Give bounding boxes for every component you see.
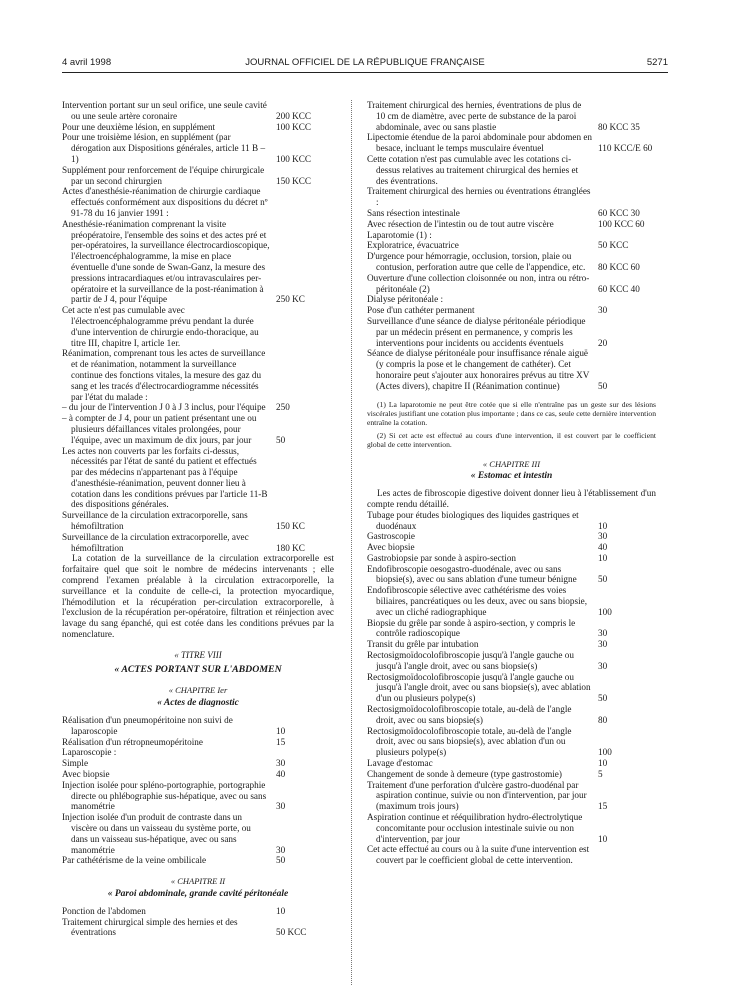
entry-text: Laparotomie (1) : (367, 229, 432, 240)
tariff-entry (367, 585, 656, 617)
entry-value: 60 KCC 40 (598, 283, 640, 294)
tariff-entry (62, 510, 334, 532)
tariff-entry (62, 413, 334, 445)
entry-text: Injection isolée pour spléno-portographie, portographie directe ou phlébographie sus-hépatique, avec ou sans manométrie (62, 779, 267, 812)
entry-value: 80 KCC 35 (598, 121, 640, 132)
entry-text: Endofibroscopie sélective avec cathétérisme des voies biliaires, pancréatiques ou les deux, avec ou sans biopsie, avec un cliché radiographique (367, 585, 587, 617)
entry-text: Rectosigmoïdocolofibroscopie totale, au-delà de l'angle droit, avec ou sans biopsie(s) (367, 704, 572, 725)
entry-value: 100 KCC (276, 121, 311, 132)
tariff-entry (62, 737, 334, 748)
tariff-entry (367, 154, 656, 186)
entry-text: Surveillance d'une séance de dialyse péritonéale périodique par un médecin présent en permanence, y compris les interventions pour incidents ou accidents éventuels (367, 315, 586, 348)
entry-value: 30 (598, 305, 608, 316)
entry-value: 15 (598, 801, 608, 812)
entry-text: Réalisation d'un rétropneumopéritoine (62, 736, 203, 747)
fibroscopie-intro: Les actes de fibroscopie digestive doivent donner lieu à l'établissement d'un compte rendu détaillé. (367, 488, 656, 509)
tariff-entry (367, 219, 656, 230)
entry-text: Lipectomie étendue de la paroi abdominale pour abdomen en besace, incluant le temps musculaire éventuel (367, 132, 593, 154)
entry-text: Anesthésie-réanimation comprenant la visite préopératoire, l'ensemble des soins et des actes pré et per-opératoires, la surveillance électrocardioscopique, l'électroencéphalogramme, la mise en place éventuelle d'une sonde de Swan-Ganz, la mesure des pressions intracardiaques et/ou intravasculaires per-opératoire et la surveillance de la post-réanimation à partir de J 4, pour l'équipe (62, 218, 270, 305)
entry-value: 50 (598, 693, 608, 704)
entry-value: 100 (598, 747, 612, 758)
entry-text: Dialyse péritonéale : (367, 294, 444, 305)
tariff-entry (62, 219, 334, 305)
tariff-entry (367, 564, 656, 586)
tariff-entry (367, 273, 656, 295)
entry-text: Rectosigmoïdocolofibroscopie jusqu'à l'angle gauche ou jusqu'à l'angle droit, avec ou sans biopsie(s), avec ablation d'un ou plusieurs polype(s) (367, 671, 591, 704)
entry-text: Endofibroscopie oesogastro-duodénale, avec ou sans biopsie(s), avec ou sans ablation d'une tumeur bénigne (367, 563, 577, 585)
entry-text: Cette cotation n'est pas cumulable avec les cotations ci-dessus relatives au traitement chirurgical des hernies et des éventrations. (367, 153, 579, 186)
tariff-entry (367, 650, 656, 672)
entry-value: 50 (598, 380, 608, 391)
right-entries-a (367, 100, 656, 392)
chapitre-2-heading: « Paroi abdominale, grande cavité péritonéale (107, 888, 289, 899)
tariff-entry (367, 726, 656, 758)
entry-text: Tubage pour études biologiques des liquides gastriques et duodénaux (367, 509, 579, 531)
tariff-entry (62, 186, 334, 218)
chapitre-3-label: « CHAPITRE III (482, 458, 541, 469)
entry-value: 100 (598, 606, 612, 617)
ecc-paragraph: La cotation de la surveillance de la circulation extracorporelle est forfaitaire quel que soit le nombre de médecins intervenants ; elle comprend l'examen préalable à la circulation extracorporelle, la surveillance et la conduite de celle-ci, la protection myocardique, l'hémodilution et la récupération per-circulation extracorporelle, à l'exclusion de la récupération per-opératoire, filtration et réinjection avec lavage du sang épanché, qui est cotée dans les conditions prévues par la nomenclature. (62, 553, 334, 640)
tariff-entry (62, 305, 334, 348)
entry-value: 100 KCC 60 (598, 218, 645, 229)
entry-value: 10 (276, 725, 286, 736)
entry-value: 30 (276, 844, 286, 855)
header-date: 4 avril 1998 (62, 57, 112, 68)
entry-text: Ponction de l'abdomen (62, 905, 146, 916)
entry-value: 30 (598, 531, 608, 542)
entry-text: Pour une troisième lésion, en supplément (par dérogation aux Dispositions générales, article 11 B – 1) (62, 132, 266, 164)
tariff-entry (367, 348, 656, 391)
entry-value: 30 (276, 758, 286, 769)
tariff-entry (367, 844, 656, 866)
tariff-entry (62, 532, 334, 554)
header-rule (62, 72, 668, 73)
tariff-entry (62, 917, 334, 939)
entry-text: Avec biopsie (367, 542, 415, 553)
entry-value: 180 KC (276, 542, 305, 553)
tariff-entry (367, 812, 656, 844)
entry-text: Traitement chirurgical simple des hernies et des éventrations (62, 916, 238, 938)
entry-text: Simple (62, 758, 89, 769)
entry-value: 50 (276, 434, 286, 445)
entry-text: Pour une deuxième lésion, en supplément (62, 121, 216, 132)
entry-text: Supplément pour renforcement de l'équipe chirurgicale par un second chirurgien (62, 164, 265, 186)
titre-label: « TITRE VIII (174, 649, 222, 660)
tariff-entry (367, 316, 656, 348)
entry-text: D'urgence pour hémorragie, occlusion, torsion, plaie ou contusion, perforation autre que celle de l'appendice, etc. (367, 251, 586, 272)
right-column (367, 100, 656, 866)
entry-value: 10 (276, 905, 286, 916)
right-entries-b (367, 510, 656, 866)
chapitre-2-label: « CHAPITRE II (170, 876, 226, 887)
tariff-entry (62, 446, 334, 511)
tariff-entry (62, 100, 334, 122)
entry-value: 50 KCC (598, 240, 629, 251)
tariff-entry (62, 906, 334, 917)
entry-text: Traitement chirurgical des hernies ou éventrations étranglées : (367, 186, 591, 208)
page-header (62, 57, 668, 71)
tariff-entry (367, 305, 656, 316)
chapitre-1-label: « CHAPITRE Ier (168, 685, 228, 696)
tariff-entry (62, 402, 334, 413)
entry-value: 250 KC (276, 294, 305, 305)
entry-text: Lavage d'estomac (367, 758, 433, 769)
entry-value: 30 (598, 660, 608, 671)
entry-text: Actes d'anesthésie-réanimation de chirurgie cardiaque effectués conformément aux dispositions du décret nº 91-78 du 16 janvier 1991 : (62, 186, 268, 218)
left-entries-a (62, 100, 334, 553)
entry-value: 30 (598, 628, 608, 639)
entry-value: 30 (276, 801, 286, 812)
entry-text: Gastrobiopsie par sonde à aspiro-section (367, 552, 517, 563)
entry-text: Par cathétérisme de la veine ombilicale (62, 855, 207, 866)
entry-value: 10 (598, 758, 608, 769)
tariff-entry (367, 186, 656, 208)
column-divider (351, 100, 352, 985)
footnote-1: (1) La laparotomie ne peut être cotée que si elle n'entraîne pas un geste sur des lésions viscérales justifiant une cotation plus importante ; dans ce cas, seule cette dernière intervention entraîne la cotation. (367, 399, 656, 427)
tariff-entry (367, 618, 656, 640)
entry-text: Transit du grêle par intubation (367, 639, 479, 650)
entry-text: Cet acte effectué au cours ou à la suite d'une intervention est couvert par le coefficient global de cette intervention. (367, 844, 590, 866)
entry-text: Traitement d'une perforation d'ulcère gastro-duodénal par aspiration continue, suivie ou non d'intervention, par jour (maximum trois jours) (367, 779, 587, 812)
entry-value: 80 KCC 60 (598, 261, 640, 272)
tariff-entry (367, 639, 656, 650)
left-column (62, 100, 334, 938)
tariff-entry (367, 251, 656, 273)
tariff-entry (62, 758, 334, 769)
entry-text: Changement de sonde à demeure (type gastrostomie) (367, 768, 562, 779)
entry-text: Avec résection de l'intestin ou de tout autre viscère (367, 218, 554, 229)
entry-value: 20 (598, 337, 608, 348)
entry-text: Rectosigmoïdocolofibroscopie jusqu'à l'angle gauche ou jusqu'à l'angle droit, avec ou sans biopsie(s) (367, 650, 574, 671)
entry-value: 50 (276, 855, 286, 866)
entry-text: Pose d'un cathéter permanent (367, 305, 475, 316)
entry-text: Traitement chirurgical des hernies, éventrations de plus de 10 cm de diamètre, avec perte de substance de la paroi abdominale, avec ou sans plastie (367, 100, 582, 132)
entry-value: 40 (276, 769, 286, 780)
entry-value: 50 (598, 574, 608, 585)
entry-value: 60 KCC 30 (598, 207, 640, 218)
entry-text: – du jour de l'intervention J 0 à J 3 inclus, pour l'équipe (62, 402, 266, 413)
entry-text: Surveillance de la circulation extracorporelle, avec hémofiltration (62, 531, 249, 553)
entry-value: 5 (598, 768, 603, 779)
entry-value: 10 (598, 833, 608, 844)
chapitre-3-heading: « Estomac et intestin (470, 471, 553, 482)
entry-text: Exploratrice, évacuatrice (367, 240, 459, 251)
titre-heading: « ACTES PORTANT SUR L'ABDOMEN (114, 663, 282, 675)
entry-text: – à compter de J 4, pour un patient présentant une ou plusieurs défaillances vitales prolongées, pour l'équipe, avec un maximum de dix jours, par jour (62, 413, 257, 445)
tariff-entry (367, 758, 656, 769)
tariff-entry (367, 208, 656, 219)
tariff-entry (367, 240, 656, 251)
entry-text: Avec biopsie (62, 769, 110, 780)
tariff-entry (367, 230, 656, 241)
tariff-entry (62, 122, 334, 133)
tariff-entry (62, 812, 334, 855)
left-entries-c (62, 906, 334, 938)
entry-text: Réalisation d'un pneumopéritoine non suivi de laparoscopie (62, 715, 233, 736)
left-entries-b (62, 715, 334, 866)
tariff-entry (62, 780, 334, 812)
tariff-entry (62, 348, 334, 402)
footnote-2: (2) Si cet acte est effectué au cours d'une intervention, il est couvert par le coefficient global de cette intervention. (367, 430, 656, 449)
tariff-entry (367, 100, 656, 132)
entry-value: 150 KCC (276, 175, 311, 186)
entry-text: Intervention portant sur un seul orifice, une seule cavité ou une seule artère coronaire (62, 100, 267, 121)
entry-value: 30 (598, 639, 608, 650)
tariff-entry (367, 531, 656, 542)
tariff-entry (367, 769, 656, 780)
tariff-entry (367, 704, 656, 726)
entry-value: 40 (598, 542, 608, 553)
tariff-entry (62, 132, 334, 164)
entry-value: 10 (598, 520, 608, 531)
tariff-entry (367, 672, 656, 704)
tariff-entry (367, 132, 656, 154)
entry-value: 110 KCC/E 60 (598, 143, 653, 154)
entry-text: Ouverture d'une collection cloisonnée ou non, intra ou rétro-péritonéale (2) (367, 272, 590, 294)
entry-text: Biopsie du grêle par sonde à aspiro-section, y compris le contrôle radioscopique (367, 617, 576, 639)
entry-value: 80 (598, 714, 608, 725)
entry-text: Injection isolée d'un produit de contraste dans un viscère ou dans un vaisseau du système porte, ou dans un vaisseau sus-hépatique, avec ou sans manométrie (62, 812, 251, 855)
entry-text: Gastroscopie (367, 531, 415, 542)
entry-value: 200 KCC (276, 110, 311, 121)
entry-value: 250 (276, 402, 290, 413)
entry-text: Séance de dialyse péritonéale pour insuffisance rénale aiguë (y compris la pose et le changement de cathéter). Cet honoraire peut s'ajouter aux honoraires prévus au titre XV (Actes divers), chapitre II (Réanimation continue) (367, 348, 590, 391)
tariff-entry (62, 769, 334, 780)
entry-value: 50 KCC (276, 927, 307, 938)
entry-text: Surveillance de la circulation extracorporelle, sans hémofiltration (62, 510, 248, 532)
entry-text: Réanimation, comprenant tous les actes de surveillance et de réanimation, notamment la surveillance continue des fonctions vitales, la mesure des gaz du sang et les tracés d'électrocardiogramme nécessités par l'état du malade : (62, 348, 266, 402)
entry-value: 15 (276, 736, 286, 747)
tariff-entry (367, 542, 656, 553)
entry-value: 10 (598, 552, 608, 563)
tariff-entry (367, 510, 656, 532)
entry-value: 100 KCC (276, 153, 311, 164)
entry-text: Les actes non couverts par les forfaits ci-dessus, nécessités par l'état de santé du patient et effectués par des médecins n'appartenant pas à l'équipe d'anesthésie-réanimation, peuvent donner lieu à cotation dans les conditions prévues par l'article 11-B des dispositions générales. (62, 445, 268, 510)
entry-text: Cet acte n'est pas cumulable avec l'électroencéphalogramme prévu pendant la durée d'une intervention de chirurgie endo-thoracique, au titre III, chapitre I, article 1er. (62, 305, 259, 348)
chapitre-1-heading: « Actes de diagnostic (157, 698, 239, 709)
entry-text: Aspiration continue et rééquilibration hydro-électrolytique concomitante pour occlusion intestinale suivie ou non d'intervention, par jour (367, 812, 583, 844)
tariff-entry (367, 553, 656, 564)
header-title: JOURNAL OFFICIEL DE LA RÉPUBLIQUE FRANÇAISE (245, 57, 485, 68)
header-page-number: 5271 (646, 57, 668, 68)
entry-text: Laparoscopie : (62, 747, 117, 758)
tariff-entry (62, 165, 334, 187)
tariff-entry (62, 855, 334, 866)
tariff-entry (62, 715, 334, 737)
tariff-entry (62, 747, 334, 758)
entry-value: 150 KC (276, 521, 305, 532)
entry-text: Rectosigmoïdocolofibroscopie totale, au-delà de l'angle droit, avec ou sans biopsie(s), avec ablation d'un ou plusieurs polype(s) (367, 725, 572, 758)
entry-text: Sans résection intestinale (367, 207, 460, 218)
tariff-entry (367, 780, 656, 812)
tariff-entry (367, 294, 656, 305)
